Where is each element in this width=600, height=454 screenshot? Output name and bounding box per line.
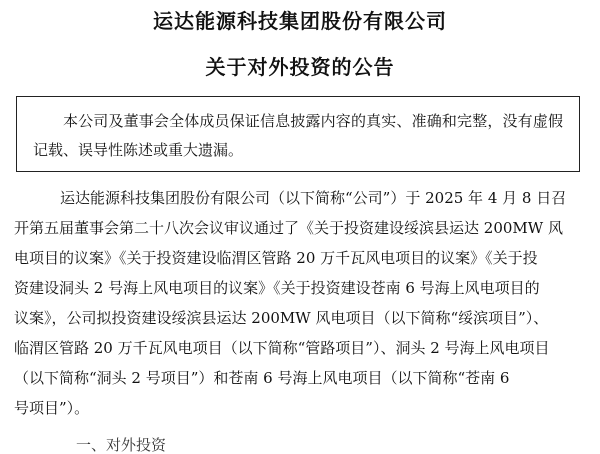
- disclaimer-text: 本公司及董事会全体成员保证信息披露内容的真实、准确和完整，没有虚假记载、误导性陈述或重大遗漏。: [33, 112, 563, 159]
- company-name-title: 运达能源科技集团股份有限公司: [153, 9, 447, 33]
- body-line: 电项目的议案》《关于投资建设临渭区管路 20 万千瓦风电项目的议案》《关于投: [14, 249, 538, 267]
- body-line: 运达能源科技集团股份有限公司（以下简称“公司”）于 2025 年 4 月 8 日召: [60, 189, 567, 207]
- announcement-title: 关于对外投资的公告: [205, 55, 395, 79]
- body-line: 资建设洞头 2 号海上风电项目的议案》《关于投资建设苍南 6 号海上风电项目的: [14, 279, 540, 297]
- body-line: （以下简称“洞头 2 号项目”）和苍南 6 号海上风电项目（以下简称“苍南 6: [14, 369, 510, 387]
- body-line: 号项目”）。: [14, 399, 90, 417]
- body-line: 临渭区管路 20 万千瓦风电项目（以下简称“管路项目”）、洞头 2 号海上风电项目: [14, 339, 550, 357]
- disclaimer-box: [16, 96, 580, 172]
- body-line: 议案》，公司拟投资建设绥滨县运达 200MW 风电项目（以下简称“绥滨项目”）、: [14, 309, 549, 327]
- next-section-heading-partial: 一、对外投资: [76, 436, 167, 454]
- body-line: 开第五届董事会第二十八次会议审议通过了《关于投资建设绥滨县运达 200MW 风: [14, 219, 563, 237]
- body-paragraph: [14, 183, 582, 423]
